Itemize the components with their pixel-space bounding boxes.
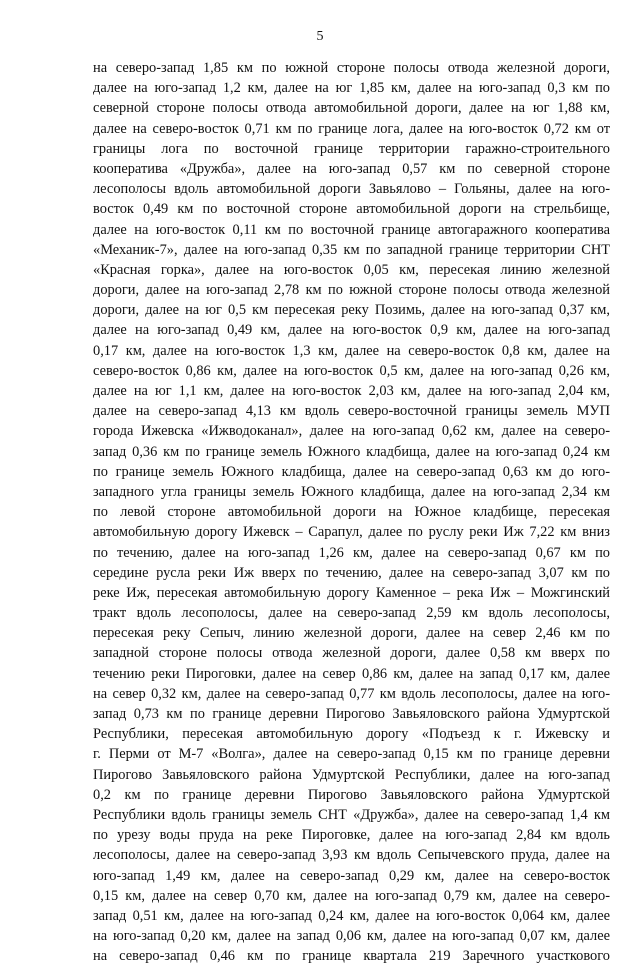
text-line: Республики, пересекая автомобильную дорогу «Подъезд к г. Ижевску и: [93, 726, 610, 743]
text-line: реке Иж, пересекая автомобильную дорогу Каменное – река Иж – Можгинский: [93, 584, 610, 601]
text-line: «Красная горка», далее на юго-восток 0,05 км, пересекая линию железной: [93, 261, 610, 278]
text-line: северной стороне полосы отвода автомобильной дороги, далее на юг 1,88 км,: [93, 100, 610, 117]
text-line: на северо-запад 0,46 км по границе квартала 219 Заречного участкового: [93, 948, 610, 965]
text-line: города Ижевска «Ижводоканал», далее на юго-запад 0,62 км, далее на северо-: [93, 423, 610, 440]
text-line: 0,15 км, далее на север 0,70 км, далее на юго-запад 0,79 км, далее на северо-: [93, 887, 610, 904]
text-line: западного угла границы земель Южного кладбища, далее на юго-запад 2,34 км: [93, 483, 610, 500]
text-line: по левой стороне автомобильной дороги на Южное кладбище, пересекая: [93, 504, 610, 521]
text-line: далее на юго-запад 0,49 км, далее на юго-восток 0,9 км, далее на юго-запад: [93, 322, 610, 339]
text-line: юго-запад 1,49 км, далее на северо-запад 0,29 км, далее на северо-восток: [93, 867, 610, 884]
text-line: середине русла реки Иж вверх по течению, далее на северо-запад 3,07 км по: [93, 564, 610, 581]
text-line: Пирогово Завьяловского района Удмуртской Республики, далее на юго-запад: [93, 766, 610, 783]
text-line: течению реки Пироговки, далее на север 0,86 км, далее на запад 0,17 км, далее: [93, 665, 610, 682]
text-line: по течению, далее на юго-запад 1,26 км, далее на северо-запад 0,67 км по: [93, 544, 610, 561]
text-line: по границе земель Южного кладбища, далее на северо-запад 0,63 км до юго-: [93, 463, 610, 480]
text-line: дороги, далее на юг 0,5 км пересекая реку Позимь, далее на юго-запад 0,37 км,: [93, 302, 610, 319]
text-line: далее на юг 1,1 км, далее на юго-восток 2,03 км, далее на юго-запад 2,04 км,: [93, 383, 610, 399]
text-line: северо-восток 0,86 км, далее на юго-восток 0,5 км, далее на юго-запад 0,26 км,: [93, 362, 610, 379]
text-line: запад 0,51 км, далее на юго-запад 0,24 км, далее на юго-восток 0,064 км, далее: [93, 907, 610, 924]
text-line: на север 0,32 км, далее на северо-запад 0,77 км вдоль лесополосы, далее на юго-: [93, 685, 610, 702]
text-line: западной стороне полосы отвода железной дороги, далее 0,58 км вверх по: [93, 645, 610, 662]
page-number: 5: [316, 29, 324, 44]
text-line: запад 0,73 км по границе деревни Пирогово Завьяловского района Удмуртской: [93, 706, 610, 722]
text-line: 0,2 км по границе деревни Пирогово Завьяловского района Удмуртской: [93, 786, 610, 803]
text-line: далее на юго-восток 0,11 км по восточной границе автогаражного кооператива: [93, 221, 610, 238]
text-line: далее на юго-запад 1,2 км, далее на юг 1,85 км, далее на юго-запад 0,3 км по: [93, 80, 610, 97]
text-line: лесополосы вдоль автомобильной дороги Завьялово – Гольяны, далее на юго-: [93, 181, 610, 198]
body-text: [93, 58, 610, 966]
text-line: 0,17 км, далее на юго-восток 1,3 км, далее на северо-восток 0,8 км, далее на: [93, 342, 610, 359]
text-line: границы лога по восточной границе территории гаражно-строительного: [93, 140, 610, 157]
text-line: «Механик-7», далее на юго-запад 0,35 км по западной границе территории СНТ: [93, 241, 610, 258]
text-line: на юго-запад 0,20 км, далее на запад 0,06 км, далее на юго-запад 0,07 км, далее: [93, 928, 610, 945]
text-line: лесополосы, далее на северо-запад 3,93 км вдоль Сепычевского пруда, далее на: [93, 847, 610, 864]
text-line: кооператива «Дружба», далее на юго-запад 0,57 км по северной стороне: [93, 160, 610, 177]
text-line: г. Перми от М-7 «Волга», далее на северо-запад 0,15 км по границе деревни: [93, 746, 610, 763]
text-line: дороги, далее на юго-запад 2,78 км по южной стороне полосы отвода железной: [93, 282, 610, 299]
text-line: пересекая реку Сепыч, линию железной дороги, далее на север 2,46 км по: [93, 625, 610, 642]
text-line: на северо-запад 1,85 км по южной стороне полосы отвода железной дороги,: [93, 60, 610, 76]
text-line: запад 0,36 км по границе земель Южного кладбища, далее на юго-запад 0,24 км: [93, 443, 610, 460]
text-line: восток 0,49 км по восточной стороне автомобильной дороги на стрельбище,: [93, 201, 610, 218]
text-line: автомобильную дорогу Ижевск – Сарапул, далее по руслу реки Иж 7,22 км вниз: [93, 524, 610, 541]
text-line: далее на северо-запад 4,13 км вдоль северо-восточной границы земель МУП: [93, 403, 610, 420]
text-line: тракт вдоль лесополосы, далее на северо-запад 2,59 км вдоль лесополосы,: [93, 605, 610, 622]
text-line: по урезу воды пруда на реке Пироговке, далее на юго-запад 2,84 км вдоль: [93, 827, 610, 844]
text-line: далее на северо-восток 0,71 км по границе лога, далее на юго-восток 0,72 км от: [93, 120, 610, 137]
text-line: Республики вдоль границы земель СНТ «Дружба», далее на северо-запад 1,4 км: [93, 806, 610, 823]
